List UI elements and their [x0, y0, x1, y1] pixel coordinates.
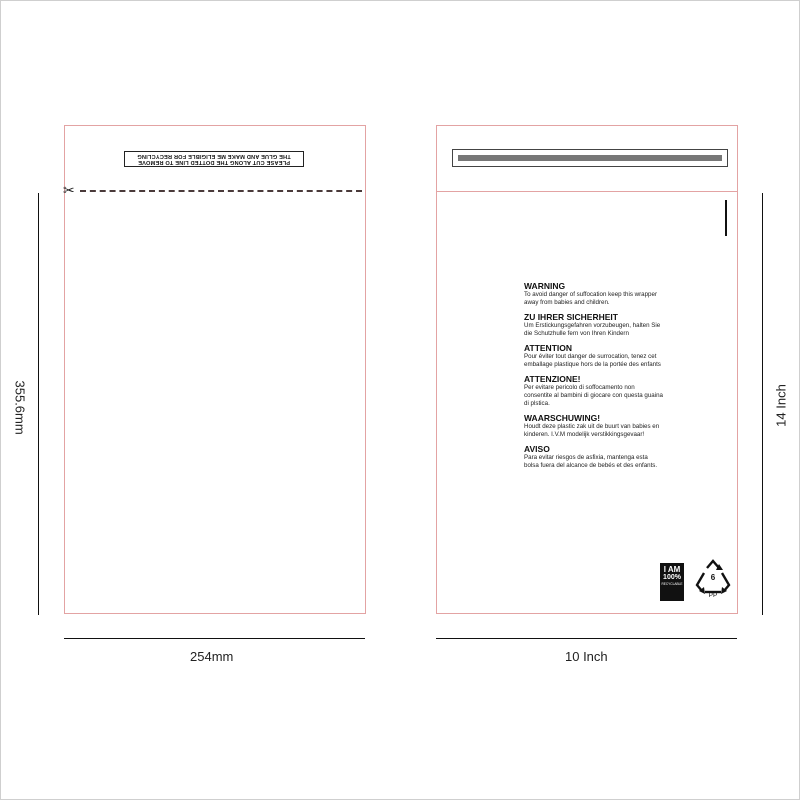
recyclable-badge: [660, 563, 684, 601]
warning-section: [524, 281, 664, 307]
cut-notice-line2: THE GLUE AND MAKE ME ELIGIBLE FOR RECYCLING: [137, 152, 291, 159]
warning-body: Para evitar riesgos de asfixia, mantenga esta bolsa fuera del alcance de bebés et des enfants.: [524, 454, 658, 469]
warning-title: ATTENTION: [524, 343, 573, 353]
adhesive-strip: [452, 149, 728, 167]
flap-fold-line: [437, 191, 737, 192]
badge-line3: RECYCLABLE: [661, 582, 683, 586]
scissors-icon: ✂: [63, 182, 75, 198]
warning-section: [524, 413, 664, 439]
warning-body: Um Erstickungsgefahren vorzubeugen, halten Sie die Schutzhulle fern von Ihren Kindern: [524, 322, 661, 337]
cut-dotted-line: [80, 190, 362, 192]
warning-section: [524, 312, 664, 338]
cut-notice-line1: PLEASE CUT ALONG THE DOTTED LINE TO REMOVE: [138, 159, 290, 165]
marker-bar: [725, 200, 727, 236]
warning-body: Houdt deze plastic zak uit de buurt van babies en kinderen. I.V.M modelijk verstikkingsgevaar!: [524, 423, 660, 438]
front-width-label: 254mm: [190, 649, 234, 664]
front-width-line: [64, 638, 365, 639]
front-height-label: 355.6mm: [12, 380, 28, 435]
back-bag-outline: [436, 125, 738, 614]
back-width-line: [436, 638, 737, 639]
warning-section: [524, 444, 664, 470]
badge-line2: 100%: [663, 574, 681, 581]
badge-line1: I AM: [663, 565, 681, 574]
back-height-line: [762, 193, 763, 615]
cut-notice: [124, 151, 304, 167]
warning-title: ATTENZIONE!: [524, 374, 581, 384]
recycle-code: PP: [708, 592, 718, 599]
warning-title: ZU IHRER SICHERHEIT: [524, 312, 618, 322]
front-bag-outline: [64, 125, 366, 614]
front-height-line: [38, 193, 39, 615]
warning-body: To avoid danger of suffocation keep this wrapper away from babies and children.: [524, 291, 657, 306]
warning-title: WAARSCHUWING!: [524, 413, 601, 423]
warning-title: WARNING: [524, 281, 566, 291]
warning-block: [524, 281, 664, 475]
back-height-label: 14 Inch: [773, 384, 789, 427]
back-width-label: 10 Inch: [565, 649, 608, 664]
warning-section: [524, 343, 664, 369]
warning-title: AVISO: [524, 444, 550, 454]
warning-body: Pour éviter tout danger de surrocation, tenez cet emballage plastique hors de la portée des enfants: [524, 353, 661, 368]
warning-section: [524, 374, 664, 408]
recycle-number: 6: [710, 573, 716, 582]
warning-body: Per evitare pericolo di soffocamento non consentite al bambini di giocare con questa guaina di plstica.: [524, 384, 663, 407]
